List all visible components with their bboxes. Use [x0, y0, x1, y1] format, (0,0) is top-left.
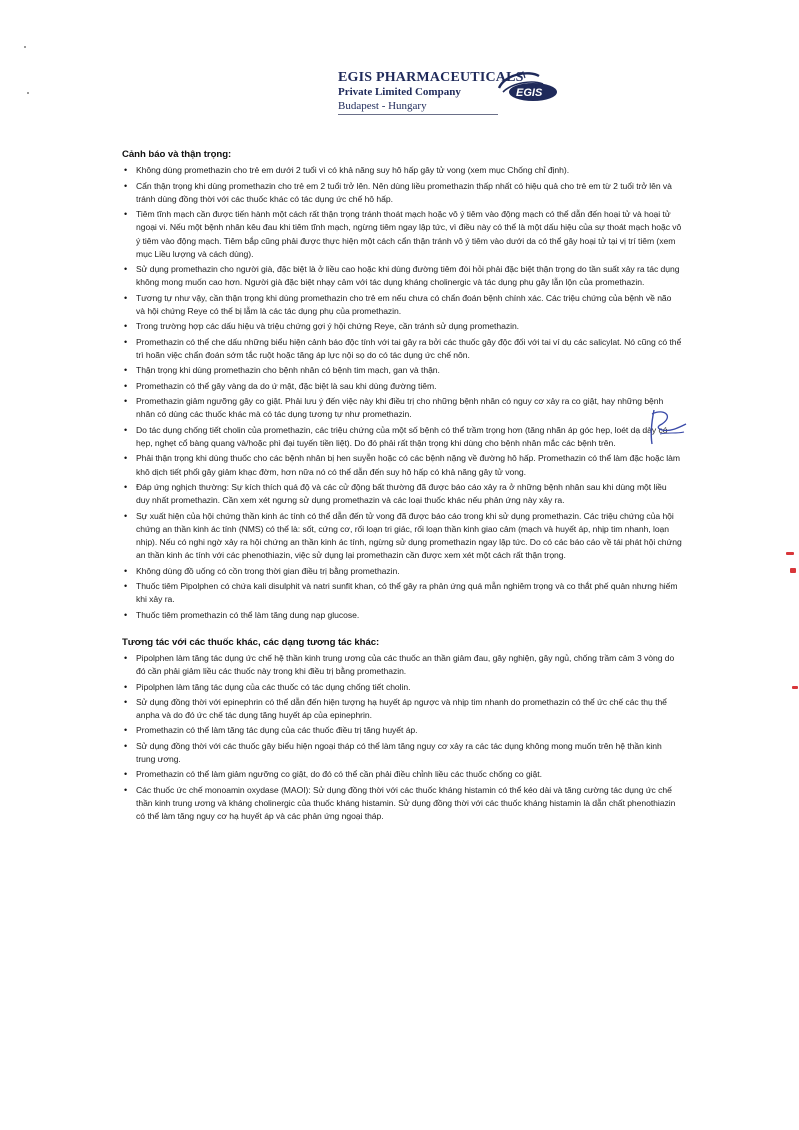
company-city: Budapest - Hungary [338, 100, 427, 112]
list-item: • Không dùng đồ uống có cồn trong thời gian điều trị bằng promethazin. [122, 565, 682, 578]
scan-speck [27, 92, 29, 94]
list-item: • Thuốc tiêm Pipolphen có chứa kali disulphit và natri sunfit khan, có thể gây ra phản ứng quá mẫn nghiêm trọng và co thắt phế quản nhưng hiếm khi xảy ra. [122, 580, 682, 606]
list-item: • Pipolphen làm tăng tác dụng ức chế hệ thần kinh trung ương của các thuốc an thần giảm đau, gây nghiện, gây ngủ, chống trầm cảm 3 vòng do đó cần phải giảm liều các thuốc này trong khi điều trị bằng promethazin. [122, 652, 682, 678]
list-item: • Promethazin có thể làm giảm ngưỡng co giật, do đó có thể cần phải điều chỉnh liều các thuốc chống co giật. [122, 768, 682, 781]
list-item: • Sử dụng đồng thời với epinephrin có thể dẫn đến hiện tượng hạ huyết áp ngược và nhịp tim nhanh do promethazin có thể ức chế các thụ thể anpha và do đó ức chế tác dụng tăng huyết áp của epinephrin. [122, 696, 682, 722]
list-item: • Promethazin có thể che dấu những biểu hiện cảnh báo độc tính với tai gây ra bởi các thuốc gây độc đối với tai ví dụ các salicylat. Nó cũng có thể trì hoãn việc chẩn đoán sớm tắc ruột hoặc tăng áp lực nội sọ do có tác dụng ức chế nôn. [122, 336, 682, 362]
document-body [122, 148, 682, 826]
list-item: • Sử dụng promethazin cho người già, đặc biệt là ở liều cao hoặc khi dùng đường tiêm đòi hỏi phải đặc biệt thận trọng do tần suất xảy ra tác dụng không mong muốn cao hơn. Người già đặc biệt nhạy cảm với tác dụng kháng cholinergic và tác dụng phụ gây lẫn lộn của promethazin. [122, 263, 682, 289]
list-item: • Tiêm tĩnh mạch cần được tiến hành một cách rất thận trọng tránh thoát mạch hoặc vô ý tiêm vào động mạch có thể dẫn đến hoại tử và hoại tử ngoại vi. Nếu một bệnh nhân kêu đau khi tiêm tĩnh mạch, ngừng tiêm ngay lập tức, vì điều này có thể là một dấu hiệu của sự thoát mạch hoặc vô ý tiêm vào động mạch. Tiêm bắp cũng phải được thực hiện một cách cẩn thận tránh vô ý tiêm vào dưới da có thể gây hoại tử tại vị trí tiêm (xem mục Liều lượng và cách dùng). [122, 208, 682, 261]
list-item: • Không dùng promethazin cho trẻ em dưới 2 tuổi vì có khả năng suy hô hấp gây tử vong (xem mục Chống chỉ định). [122, 164, 682, 177]
section-title-warnings: Cảnh báo và thận trọng: [122, 149, 232, 160]
letterhead-rule [338, 114, 498, 115]
list-item: • Phải thận trọng khi dùng thuốc cho các bệnh nhân bị hen suyễn hoặc có các bệnh nặng về đường hô hấp. Promethazin có thể làm đặc hoặc làm khô dịch tiết phổi gây giảm khạc đờm, hơn nữa nó có thể dẫn đến suy hô hấp có khả năng gây tử vong. [122, 452, 682, 478]
scan-speck [24, 46, 26, 48]
company-type: Private Limited Company [338, 86, 461, 98]
list-item: • Promethazin có thể gây vàng da do ứ mật, đặc biệt là sau khi dùng đường tiêm. [122, 380, 682, 393]
company-name: EGIS PHARMACEUTICALS [338, 70, 524, 85]
list-item: • Thuốc tiêm promethazin có thể làm tăng dung nạp glucose. [122, 609, 682, 622]
list-item: • Sử dụng đồng thời với các thuốc gây biểu hiện ngoại tháp có thể làm tăng nguy cơ xảy ra các tác dụng không mong muốn trên hệ thần kinh trung ương. [122, 740, 682, 766]
section-title-interactions: Tương tác với các thuốc khác, các dạng tương tác khác: [122, 636, 380, 648]
red-margin-mark [790, 568, 796, 573]
list-item: • Đáp ứng nghịch thường: Sự kích thích quá độ và các cử động bất thường đã được báo cáo xảy ra ở những bệnh nhân sau khi dùng một liều duy nhất promethazin. Cần xem xét ngưng sử dụng promethazin và các loại thuốc khác nếu phản ứng này xảy ra. [122, 481, 682, 507]
list-item: • Sự xuất hiện của hội chứng thần kinh ác tính có thể dẫn đến tử vong đã được báo cáo trong khi sử dụng promethazin. Các triệu chứng của hội chứng an thần kinh ác tính (NMS) có thể là: sốt, cứng cơ, rối loạn tri giác, rối loạn thần kinh giao cảm (mạch và huyết áp, nhịp tim nhanh, loạn nhịp). Nếu có nghi ngờ xảy ra hội chứng an thần kinh ác tính, ngừng sử dụng promethazin ngay lập tức. Do có các báo cáo về tái phát hội chứng an thần kinh ác tính với các phenothiazin, việc sử dụng lại promethazin cần được xem xét một cách rất thận trọng. [122, 510, 682, 563]
list-item: • Tương tự như vậy, cần thận trọng khi dùng promethazin cho trẻ em nếu chưa có chẩn đoán bệnh chính xác. Các triệu chứng của bệnh về não và hội chứng Reye có thể bị lẫm là các tác dụng phụ của promethazin. [122, 292, 682, 318]
list-item: • Promethazin giảm ngưỡng gây co giật. Phải lưu ý đến việc này khi điều trị cho những bệnh nhân có nguy cơ xảy ra co giật, hay những bệnh nhân có dùng các thuốc khác mà có tác dụng tương tự như promethazin. [122, 395, 682, 421]
list-item: • Pipolphen làm tăng tác dụng của các thuốc có tác dụng chống tiết cholin. [122, 681, 682, 694]
list-item: • Do tác dụng chống tiết cholin của promethazin, các triệu chứng của một số bệnh có thể trầm trọng hơn (tăng nhãn áp góc hẹp, loét dạ dày có hẹp, nghẹt cổ bàng quang và/hoặc phì đại tuyến tiền liệt). Do đó phải rất thận trọng khi dùng cho bệnh nhân mắc các bệnh trên. [122, 424, 682, 450]
list-item: • Thận trọng khi dùng promethazin cho bệnh nhân có bệnh tim mạch, gan và thận. [122, 364, 682, 377]
list-item: • Trong trường hợp các dấu hiệu và triệu chứng gợi ý hội chứng Reye, cần tránh sử dụng promethazin. [122, 320, 682, 333]
list-item: • Promethazin có thể làm tăng tác dụng của các thuốc điều trị tăng huyết áp. [122, 724, 682, 737]
red-margin-mark [792, 686, 798, 689]
handwritten-signature-icon [640, 406, 690, 450]
list-item: • Các thuốc ức chế monoamin oxydase (MAOI): Sử dụng đồng thời với các thuốc kháng histamin có thể kéo dài và tăng cường tác dụng ức chế thần kinh trung ương và kháng cholinergic của thuốc kháng histamin. Sử dụng đồng thời với các thuốc kháng histamin là dẫn chất phenothiazin có thể làm tăng nguy cơ hạ huyết áp và các phản ứng ngoại tháp. [122, 784, 682, 824]
list-item: • Cẩn thận trọng khi dùng promethazin cho trẻ em 2 tuổi trở lên. Nên dùng liều promethazin thấp nhất có hiệu quả cho trẻ em từ 2 tuổi trở lên và tránh dùng đồng thời với các thuốc khác có tác dụng ức chế hô hấp. [122, 180, 682, 206]
red-margin-mark [786, 552, 794, 555]
logo-text: EGIS [516, 87, 543, 99]
warnings-list [122, 164, 682, 622]
egis-logo-icon [495, 70, 559, 106]
interactions-list [122, 652, 682, 824]
